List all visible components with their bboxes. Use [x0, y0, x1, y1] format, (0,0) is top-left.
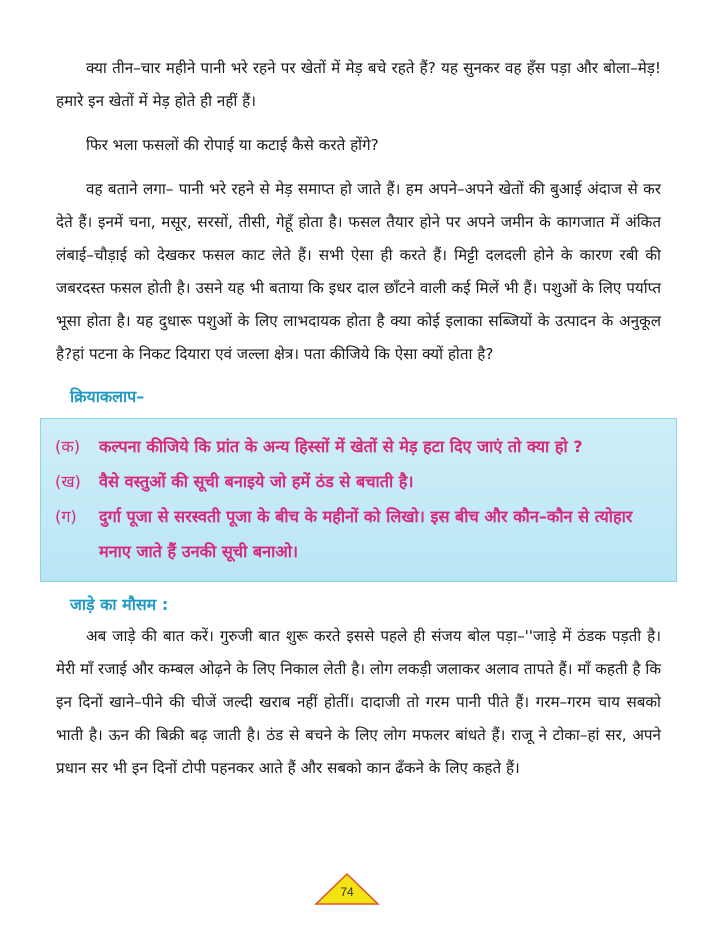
page-number-badge: [312, 872, 382, 906]
activity-heading: क्रियाकलाप–: [70, 387, 145, 406]
activity-item: [55, 429, 662, 464]
winter-paragraph: अब जाड़े की बात करें। गुरुजी बात शुरू करते इससे पहले ही संजय बोल पड़ा–''जाड़े में ठंडक पड़ती है। मेरी माँ रजाई और कम्बल ओढ़ने के लिए निकाल लेती है। लोग लकड़ी जलाकर अलाव तापते हैं। माँ कहती है कि इन दिनों खाने–पीने की चीजें जल्दी खराब नहीं होतीं। दादाजी तो गरम पानी पीते हैं। गरम–गरम चाय सबको भाती है। ऊन की बिक्री बढ़ जाती है। ठंड से बचने के लिए लोग मफलर बांधते हैं। राजू ने टोका–हां सर, अपने प्रधान सर भी इन दिनों टोपी पहनकर आते हैं और सबको कान ढँकने के लिए कहते हैं।: [56, 627, 661, 777]
paragraph-1: क्या तीन–चार महीने पानी भरे रहने पर खेतों में मेड़ बचे रहते हैं? यह सुनकर वह हँस पड़ा और बोला–मेड़! हमारे इन खेतों में मेड़ होते ही नहीं हैं।: [56, 59, 661, 110]
activity-marker: (ख): [55, 472, 81, 491]
activity-marker: (ग): [55, 507, 77, 526]
paragraph-3: वह बताने लगा– पानी भरे रहने से मेड़ समाप्त हो जाते हैं। हम अपने–अपने खेतों की बुआई अंदाज से कर देते हैं। इनमें चना, मसूर, सरसों, तीसी, गेहूँ होता है। फसल तैयार होने पर अपने जमीन के कागजात में अंकित लंबाई–चौड़ाई को देखकर फसल काट लेते हैं। सभी ऐसा ही करते हैं। मिट्टी दलदली होने के कारण रबी की जबरदस्त फसल होती है। उसने यह भी बताया कि इधर दाल छाँटने वाली कई मिलें भी हैं। पशुओं के लिए पर्याप्त भूसा होता है। यह दुधारू पशुओं के लिए लाभदायक होता है क्या कोई इलाका सब्जियों के उत्पादन के अनुकूल है?हां पटना के निकट दियारा एवं जल्ला क्षेत्र। पता कीजिये कि ऐसा क्यों होता है?: [56, 180, 661, 363]
activity-text: दुर्गा पूजा से सरस्वती पूजा के बीच के महीनों को लिखो। इस बीच और कौन–कौन से त्योहार मनाए जाते हैं उनकी सूची बनाओ।: [99, 507, 633, 561]
activity-text: कल्पना कीजिये कि प्रांत के अन्य हिस्सों में खेतों से मेड़ हटा दिए जाएं तो क्या हो ?: [99, 437, 583, 456]
page-content: [56, 52, 661, 796]
activity-marker: (क): [55, 437, 81, 456]
activity-box: [40, 418, 677, 582]
activity-item: [55, 464, 662, 499]
page-number: 74: [340, 885, 354, 899]
activity-text: वैसे वस्तुओं की सूची बनाइये जो हमें ठंड से बचाती है।: [99, 472, 414, 491]
activity-item: [55, 499, 662, 569]
winter-heading: जाड़े का मौसम :: [70, 595, 169, 614]
paragraph-2: फिर भला फसलों की रोपाई या कटाई कैसे करते होंगे?: [86, 136, 379, 154]
